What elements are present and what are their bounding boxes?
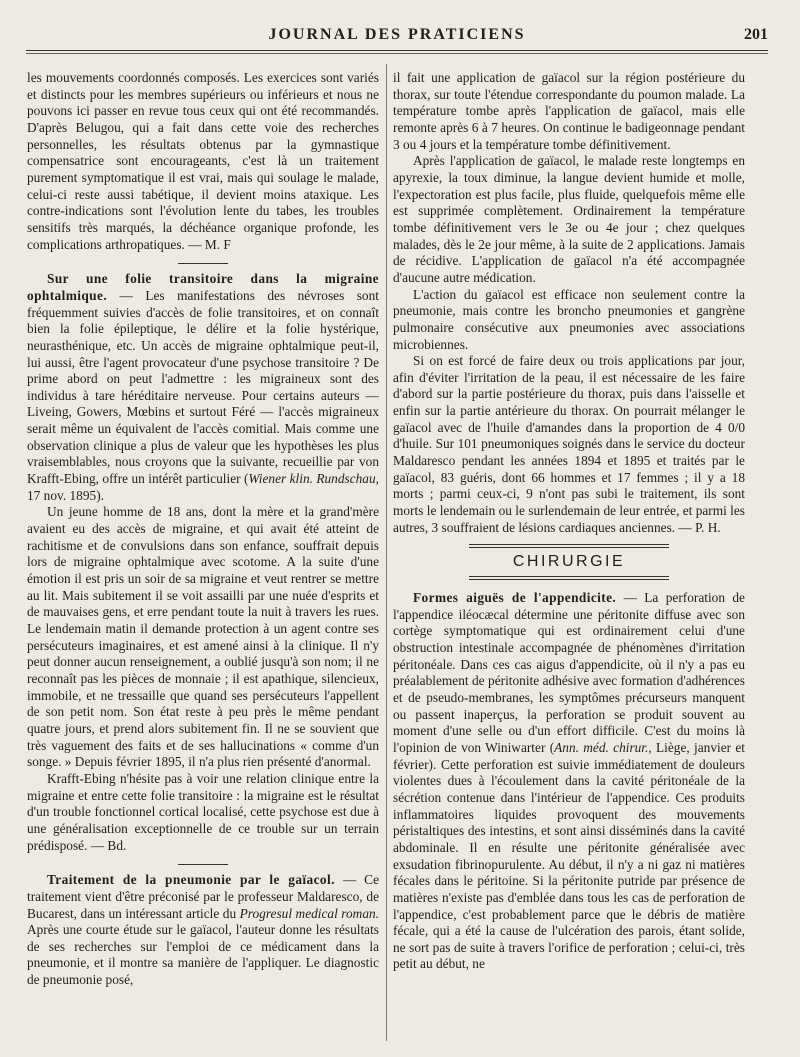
pneumonie-continuation-p2: Après l'application de gaïacol, le malade reste longtemps en apyrexie, la toux diminue, la langue devient humide et molle, l'expectoration est plus facile, plus fluide, quelquefois même elle est supprimée complètement. Ordinairement la température tombe définitivement vers le 3e ou 4e jour ; chez quelques malades, dès le 2e jour même, à la suite de 2 applications. Jamais de récidive. L'application de gaïacol n'a été accompagnée d'aucune autre médication. [393,153,745,285]
section-heading: CHIRURGIE [512,553,626,571]
article-separator [178,263,228,264]
continuation-paragraph: les mouvements coordonnés composés. Les exercices sont variés et distincts pour les membres supérieurs ou inférieurs et nous ne pouvons ici passer en revue tous ceux qui ont été recommandés. D'après Belugou, qui a fait dans cette voie des recherches personnelles, les résultats obtenus par la gymnastique compensatrice sont encourageants, c'est là un traitement purement symptomatique il est vrai, mais qui soulage le malade, celui-ci reste aussi tabétique, il devient moins ataxique. Les contre-indications sont l'évolution lente du tabes, les troubles sensitifs très marqués, la déchéance organique profonde, les complications arthropatiques. — M. F [27,70,379,252]
header-rule [26,50,768,51]
article-title: Formes aiguës de l'appendicite. [413,590,617,606]
page-header [26,26,768,48]
pneumonie-continuation-p1: il fait une application de gaïacol sur la région postérieure du thorax, sur toute l'étendue correspondante du poumon malade. La température tombe après l'application de gaïacol, mais elle remonte après 6 à 7 heures. On continue le badigeonnage pendant 3 ou 4 jours et la température tombe définitivement. [393,70,745,152]
article-pneumonie-p1 [27,872,379,989]
journal-title: JOURNAL DES PRATICIENS [268,26,526,43]
paragraph-text: 17 nov. 1895). [27,487,104,503]
article-appendicite [393,590,745,973]
article-title: Traitement de la pneumonie par le gaïacol. [47,872,335,888]
right-column [393,70,745,973]
article-pneumonie [27,872,379,989]
article-migraine-p3: Krafft-Ebing n'hésite pas à voir une relation clinique entre la migraine et entre cette folie transitoire : la migraine est le résultat d'un trouble fonctionnel cortical localisé, cette psychose est due à une généralisation exceptionnelle de ce trouble sur un terrain prédisposé. — Bd. [27,770,379,853]
paragraph-text: — Ce traitement vient d'être préconisé par le professeur Maldaresco, de Bucarest, dans un intéressant article du [27,872,379,921]
paragraph-text: Après une courte étude sur le gaïacol, l'auteur donne les résultats de ses recherches sur l'emploi de ce médicament dans la pneumonie, et il montre sa manière de l'appliquer. Le diagnostic de pneumonie posé, [27,922,379,988]
page-number: 201 [744,26,768,43]
column-divider [386,64,387,1041]
paragraph-text: Liège, janvier et février). Cette perforation est suivie immédiatement de douleurs violentes dues à l'écoulement dans la cavité péritonéale de la sécrétion contenue dans l'intérieur de l'appendice. Ces produits inflammatoires liquides provoquent des mouvements péristaltiques des intestins, et sont ainsi disséminés dans la cavité abdominale. Il en résulte une péritonite généralisée avec exsudation fibrinopurulente. Au début, il n'y a ni gaz ni matières fécales dans le péritoine. Si la péritonite putride par présence de matières n'existe pas d'emblée dans tous les cas de perforation de l'appendice, c'est probablement parce que le débris de matière fécale, qui a été la cause de l'ulcération des parois, étant solide, ne sort pas de suite à travers l'orifice de perforation ; celui-ci, très petit au début, ne [393,739,746,972]
article-title: Sur une folie transitoire dans la migraine ophtalmique. [27,271,379,303]
pneumonie-continuation-p4: Si on est forcé de faire deux ou trois applications par jour, afin d'éviter l'irritation de la peau, il est nécessaire de les faire d'abord sur la partie postérieure du thorax, puis dans l'aisselle et enfin sur la partie antérieure du thorax. On pourrait mélanger le gaïacol avec de l'huile d'amandes dans la proportion de 4 0/0 d'huile. Sur 101 pneumoniques soignés dans le service du docteur Maldaresco pendant les années 1894 et 1895 et traités par le gaïacol, 83 guéris, dont 66 hommes et 17 femmes ; il y a 18 morts ; parmi ceux-ci, 9 n'ont pas subi le traitement, ils sont morts le lendemain ou le surlendemain de leur entrée, et parmi les autres, 3 souffraient de lésions cardiaques anciennes. — P. H. [393,353,746,535]
article-appendicite-p1 [393,590,745,973]
paragraph-text: — La perforation de l'appendice iléocæcal détermine une péritonite diffuse avec son cortège symptomatique qui est ordinairement celui d'une obstruction intestinale accompagnée de phénomènes d'irritation péritonéale. Dans ces cas aigus d'appendicite, où il n'y a pas eu préalablement de péritonite adhésive avec formation d'adhérences et de pseudo-membranes, les symptômes précurseurs manquent ou passent inaperçus, la perforation se produit souvent au moment d'une selle ou d'un effort difficile. C'est du moins là l'opinion de von Winiwarter ( [393,590,745,755]
article-migraine-p2: Un jeune homme de 18 ans, dont la mère et la grand'mère avaient eu des accès de migraine, et qui avait été atteint de rachitisme et de convulsions dans son enfance, souffrait depuis lors de migraine ophtalmique avec scotome. A la suite d'une émotion il est pris un soir de sa migraine et veut rentrer se mettre au lit. Mais subitement il se voit assailli par une nuée d'esprits et de mauvaises gens, et erre pendant toute la nuit à travers les rues. Le lendemain matin il demande protection à un agent contre ses persécuteurs imaginaires, et est amené ainsi à la clinique. Il n'y peut donner aucun renseignement, a oublié jusqu'à son nom; il ne reconnaît pas les pièces de monnaie ; il est apathique, silencieux, immobile, et ne tressaille que quand ses persécuteurs l'appellent de son petit nom. Son état reste à peu près le même pendant quatre jours, et prend alors subitement fin. Il ne se souvient que très vaguement des faits et de ses hallucinations « comme d'un songe. » Depuis février 1895, il n'a plus rien présenté d'anormal. [27,504,379,770]
article-migraine [27,271,379,854]
section-rule-bottom [469,576,669,580]
citation: Wiener klin. Rundschau, [248,471,379,487]
pneumonie-continuation-p3: L'action du gaïacol est efficace non seulement contre la pneumonie, mais contre les broncho pneumonies et gangrène pulmonaire consécutive aux pneumonies avec associations microbiennes. [393,286,745,352]
paragraph-text: — Les manifestations des névroses sont fréquemment suivies d'accès de folie transitoires, et on connaît bien la folie épileptique, le délire et la folie hystérique, neurasthénique, etc. Un accès de migraine ophtalmique peut-il, lui aussi, être l'agent provocateur d'une psychose transitoire ? De prime abord on peut l'admettre : les migraineux sont des individus à tare héréditaire nerveuse. Pour certains auteurs — Liveing, Gowers, Mœbins et surtout Féré — l'accès migraineux serait même un équivalent de l'accès comitial. Mais comme une observation clinique a plus de valeur que les hypothèses les plus vraisemblables, nous croyons que la suivante, recueillie par von Krafft-Ebing, offre un intérêt particulier ( [27,287,379,487]
section-rule-top [469,544,669,548]
header-rule-secondary [26,53,768,54]
article-separator [178,864,228,865]
left-column [27,70,379,989]
article-migraine-p1 [27,271,379,504]
citation: Ann. méd. chirur., [554,739,652,755]
journal-reference: Progresul medical roman. [239,905,379,921]
